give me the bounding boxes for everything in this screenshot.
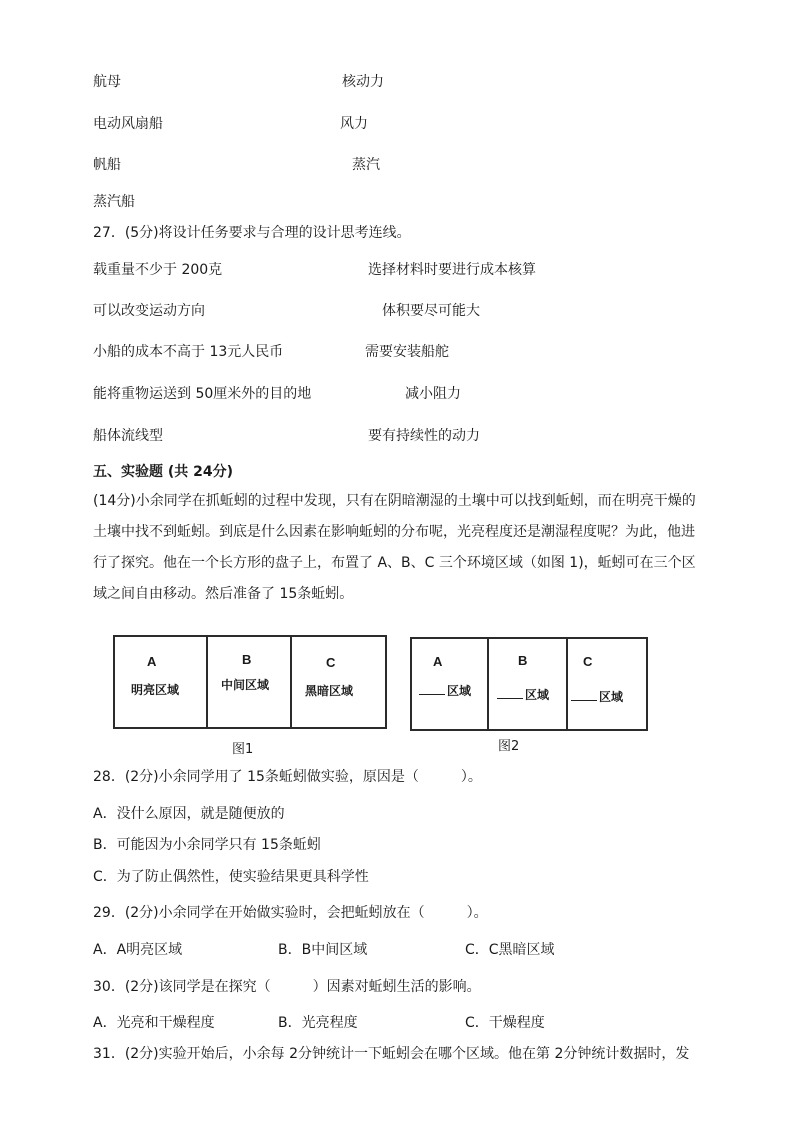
- zone-label: 区域: [571, 688, 623, 705]
- answer-blank[interactable]: [419, 684, 445, 695]
- option[interactable]: B．光亮程度: [278, 1015, 358, 1031]
- question-stem: 29．(2分)小余同学在开始做实验时，会把蚯蚓放在（ ）。: [93, 905, 488, 921]
- fig2-zone-a: [412, 639, 489, 729]
- option[interactable]: B．可能因为小余同学只有 15条蚯蚓: [93, 837, 321, 853]
- fig2-zone-c: [568, 639, 646, 729]
- fig2-zone-b: [489, 639, 568, 729]
- zone-label: 黑暗区域: [305, 684, 354, 698]
- answer-blank[interactable]: [497, 688, 523, 699]
- option[interactable]: C．干燥程度: [465, 1015, 545, 1031]
- zone-label: 区域: [497, 686, 549, 703]
- option[interactable]: C．为了防止偶然性，使实验结果更具科学性: [93, 869, 369, 885]
- answer-blank[interactable]: [571, 690, 597, 701]
- fig1-zone-a: [115, 637, 208, 727]
- q26-left-item: 蒸汽船: [93, 194, 135, 210]
- q26-right-item: 风力: [340, 116, 368, 132]
- q27-right-item: 需要安装船舵: [365, 344, 449, 360]
- q27-right-item: 体积要尽可能大: [382, 303, 480, 319]
- q27-left-item: 小船的成本不高于 13元人民币: [93, 344, 284, 360]
- option[interactable]: B．B中间区域: [278, 942, 368, 958]
- q27-left-item: 可以改变运动方向: [93, 303, 205, 319]
- fig1-zone-c: [292, 637, 385, 727]
- figure-1-tray: [113, 635, 387, 729]
- figure-2-tray: [410, 637, 648, 731]
- zone-label: 明亮区域: [131, 683, 180, 697]
- zone-label: 中间区域: [221, 678, 270, 692]
- question-stem: 28．(2分)小余同学用了 15条蚯蚓做实验，原因是（ ）。: [93, 769, 482, 785]
- section-heading: 五、实验题 (共 24分): [93, 464, 234, 480]
- q27-left-item: 船体流线型: [93, 428, 163, 444]
- experiment-intro: (14分)小余同学在抓蚯蚓的过程中发现，只有在阴暗潮湿的土壤中可以找到蚯蚓，而在明亮干燥的土壤中找不到蚯蚓。到底是什么因素在影响蚯蚓的分布呢，光亮程度还是潮湿程度呢？为此，他进行了探究。他在一个长方形的盘子上，布置了 A、B、C 三个环境区域（如图 1)，蚯蚓可在三个区域之间自由移动。然后准备了 15条蚯蚓。: [93, 493, 696, 602]
- question-stem: 31．(2分)实验开始后，小余每 2分钟统计一下蚯蚓会在哪个区域。他在第 2分钟统计数据时，发: [93, 1046, 690, 1062]
- zone-label: 区域: [419, 682, 471, 699]
- option[interactable]: A．没什么原因，就是随便放的: [93, 806, 285, 822]
- option[interactable]: A．光亮和干燥程度: [93, 1015, 215, 1031]
- figure-2-caption: 图2: [498, 739, 520, 754]
- fig1-zone-b: [208, 637, 292, 727]
- q27-left-item: 能将重物运送到 50厘米外的目的地: [93, 386, 312, 402]
- zone-letter: C: [326, 655, 336, 670]
- option[interactable]: A．A明亮区域: [93, 942, 183, 958]
- figure-1-caption: 图1: [232, 742, 254, 757]
- q27-left-item: 载重量不少于 200克: [93, 262, 223, 278]
- zone-letter: B: [242, 652, 252, 667]
- zone-letter: A: [147, 654, 157, 669]
- q27-right-item: 减小阻力: [405, 386, 461, 402]
- question-stem: 27．(5分)将设计任务要求与合理的设计思考连线。: [93, 225, 411, 241]
- zone-letter: C: [583, 654, 593, 669]
- q26-right-item: 核动力: [342, 74, 384, 90]
- q26-right-item: 蒸汽: [352, 157, 380, 173]
- question-stem: 30．(2分)该同学是在探究（ ）因素对蚯蚓生活的影响。: [93, 979, 481, 995]
- zone-letter: B: [518, 653, 528, 668]
- q27-right-item: 要有持续性的动力: [368, 428, 480, 444]
- q26-left-item: 帆船: [93, 157, 121, 173]
- q27-right-item: 选择材料时要进行成本核算: [368, 262, 536, 278]
- zone-letter: A: [433, 654, 443, 669]
- q26-left-item: 电动风扇船: [93, 116, 163, 132]
- option[interactable]: C．C黑暗区域: [465, 942, 555, 958]
- q26-left-item: 航母: [93, 74, 121, 90]
